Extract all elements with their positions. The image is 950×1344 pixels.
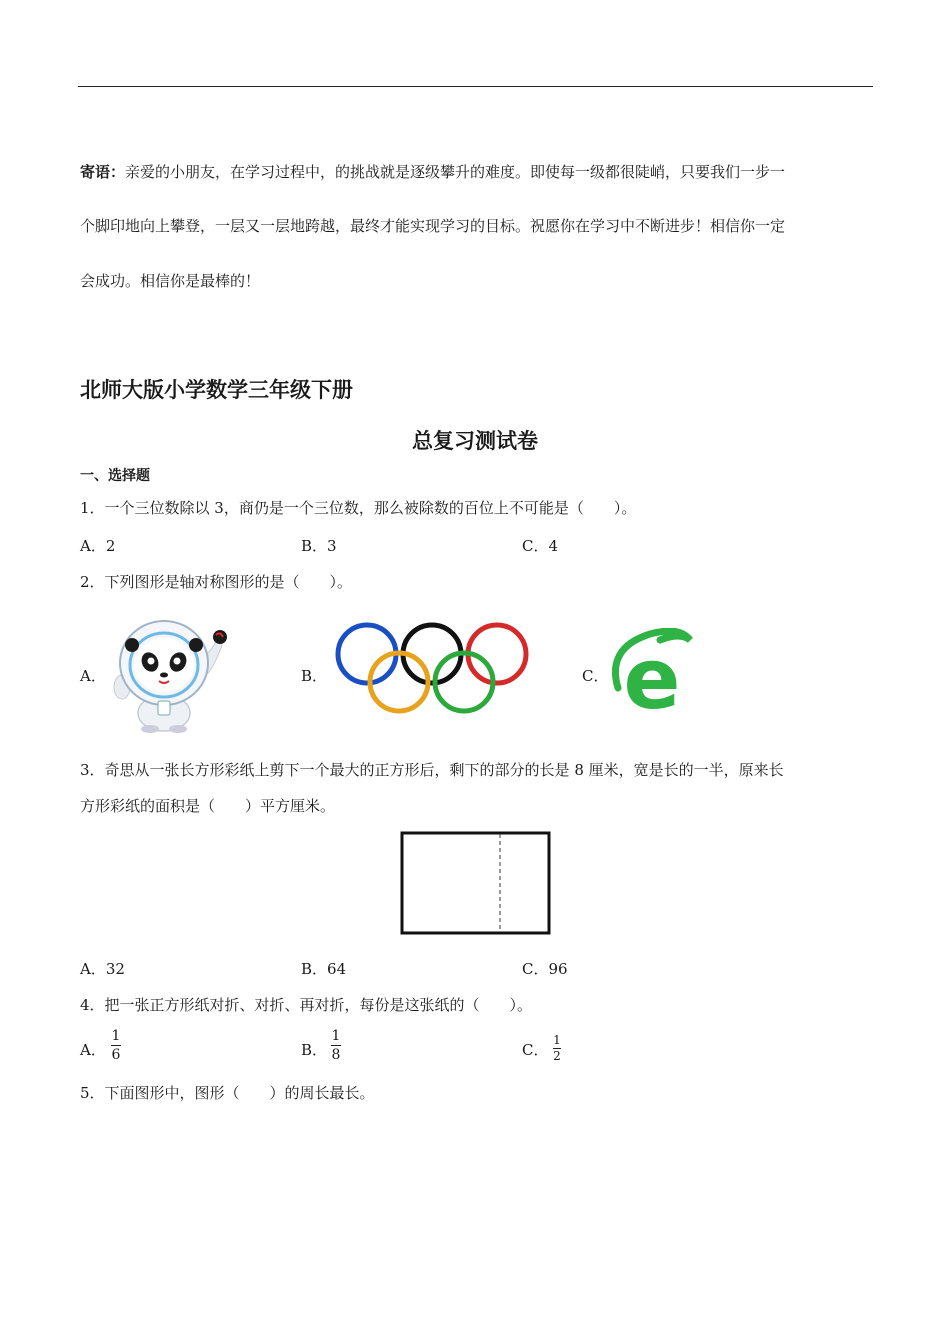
q2-option-a[interactable]: A．	[80, 667, 106, 685]
q3-option-c[interactable]: C．96	[522, 960, 568, 978]
q3-option-a[interactable]: A．32	[80, 960, 125, 978]
mascot-image	[108, 615, 230, 733]
message-text-1: 亲爱的小朋友，在学习过程中，的挑战就是逐级攀升的难度。即使每一级都很陡峭，只要我们一步一	[125, 163, 786, 181]
fraction-numerator: 1	[111, 1028, 121, 1044]
question-5: 5．下面图形中，图形（ ）的周长最长。	[80, 1084, 375, 1102]
q2-option-c[interactable]: C．	[582, 667, 609, 685]
header-rule	[78, 86, 873, 87]
page-title: 总复习测试卷	[412, 429, 538, 453]
q1-option-b[interactable]: B．3	[301, 537, 337, 555]
fraction-denominator: 8	[331, 1047, 341, 1063]
rectangle-paper-figure	[400, 830, 552, 936]
q4-option-a-fraction	[111, 1028, 121, 1063]
section-title: 一、选择题	[80, 468, 150, 484]
series-title: 北师大版小学数学三年级下册	[80, 378, 353, 402]
fraction-numerator: 1	[331, 1028, 341, 1044]
q4-option-b-fraction	[331, 1028, 341, 1063]
olympic-rings-image	[333, 620, 533, 720]
q2-option-b[interactable]: B．	[301, 667, 328, 685]
browser-e-letter: e	[623, 630, 681, 720]
message-label: 寄语：	[80, 163, 126, 181]
q4-option-c-fraction	[553, 1034, 561, 1063]
fraction-denominator: 2	[553, 1049, 561, 1063]
q3-option-b[interactable]: B．64	[301, 960, 347, 978]
q4-option-c[interactable]: C．	[522, 1041, 549, 1059]
q4-option-a[interactable]: A．	[80, 1041, 106, 1059]
q1-option-a[interactable]: A．2	[80, 537, 116, 555]
fraction-bar	[111, 1045, 121, 1046]
question-2: 2．下列图形是轴对称图形的是（ ）。	[80, 573, 353, 591]
message-line-2: 个脚印地向上攀登，一层又一层地跨越，最终才能实现学习的目标。祝愿你在学习中不断进步！相信你一定	[80, 217, 786, 235]
question-4: 4．把一张正方形纸对折、对折、再对折，每份是这张纸的（ ）。	[80, 996, 533, 1014]
question-3-line-2: 方形彩纸的面积是（ ）平方厘米。	[80, 797, 336, 815]
q4-option-b[interactable]: B．	[301, 1041, 328, 1059]
question-1: 1．一个三位数除以 3，商仍是一个三位数，那么被除数的百位上不可能是（ ）。	[80, 499, 637, 517]
fraction-denominator: 6	[111, 1047, 121, 1063]
fraction-bar	[331, 1045, 341, 1046]
browser-e-logo-image	[610, 628, 694, 720]
message-line-3: 会成功。相信你是最棒的！	[80, 272, 261, 290]
fraction-numerator: 1	[553, 1033, 561, 1047]
q1-option-c[interactable]: C．4	[522, 537, 559, 555]
question-3-line-1: 3．奇思从一张长方形彩纸上剪下一个最大的正方形后，剩下的部分的长是 8 厘米，宽是长的一半，原来长	[80, 761, 784, 779]
message-line-1	[80, 162, 880, 182]
